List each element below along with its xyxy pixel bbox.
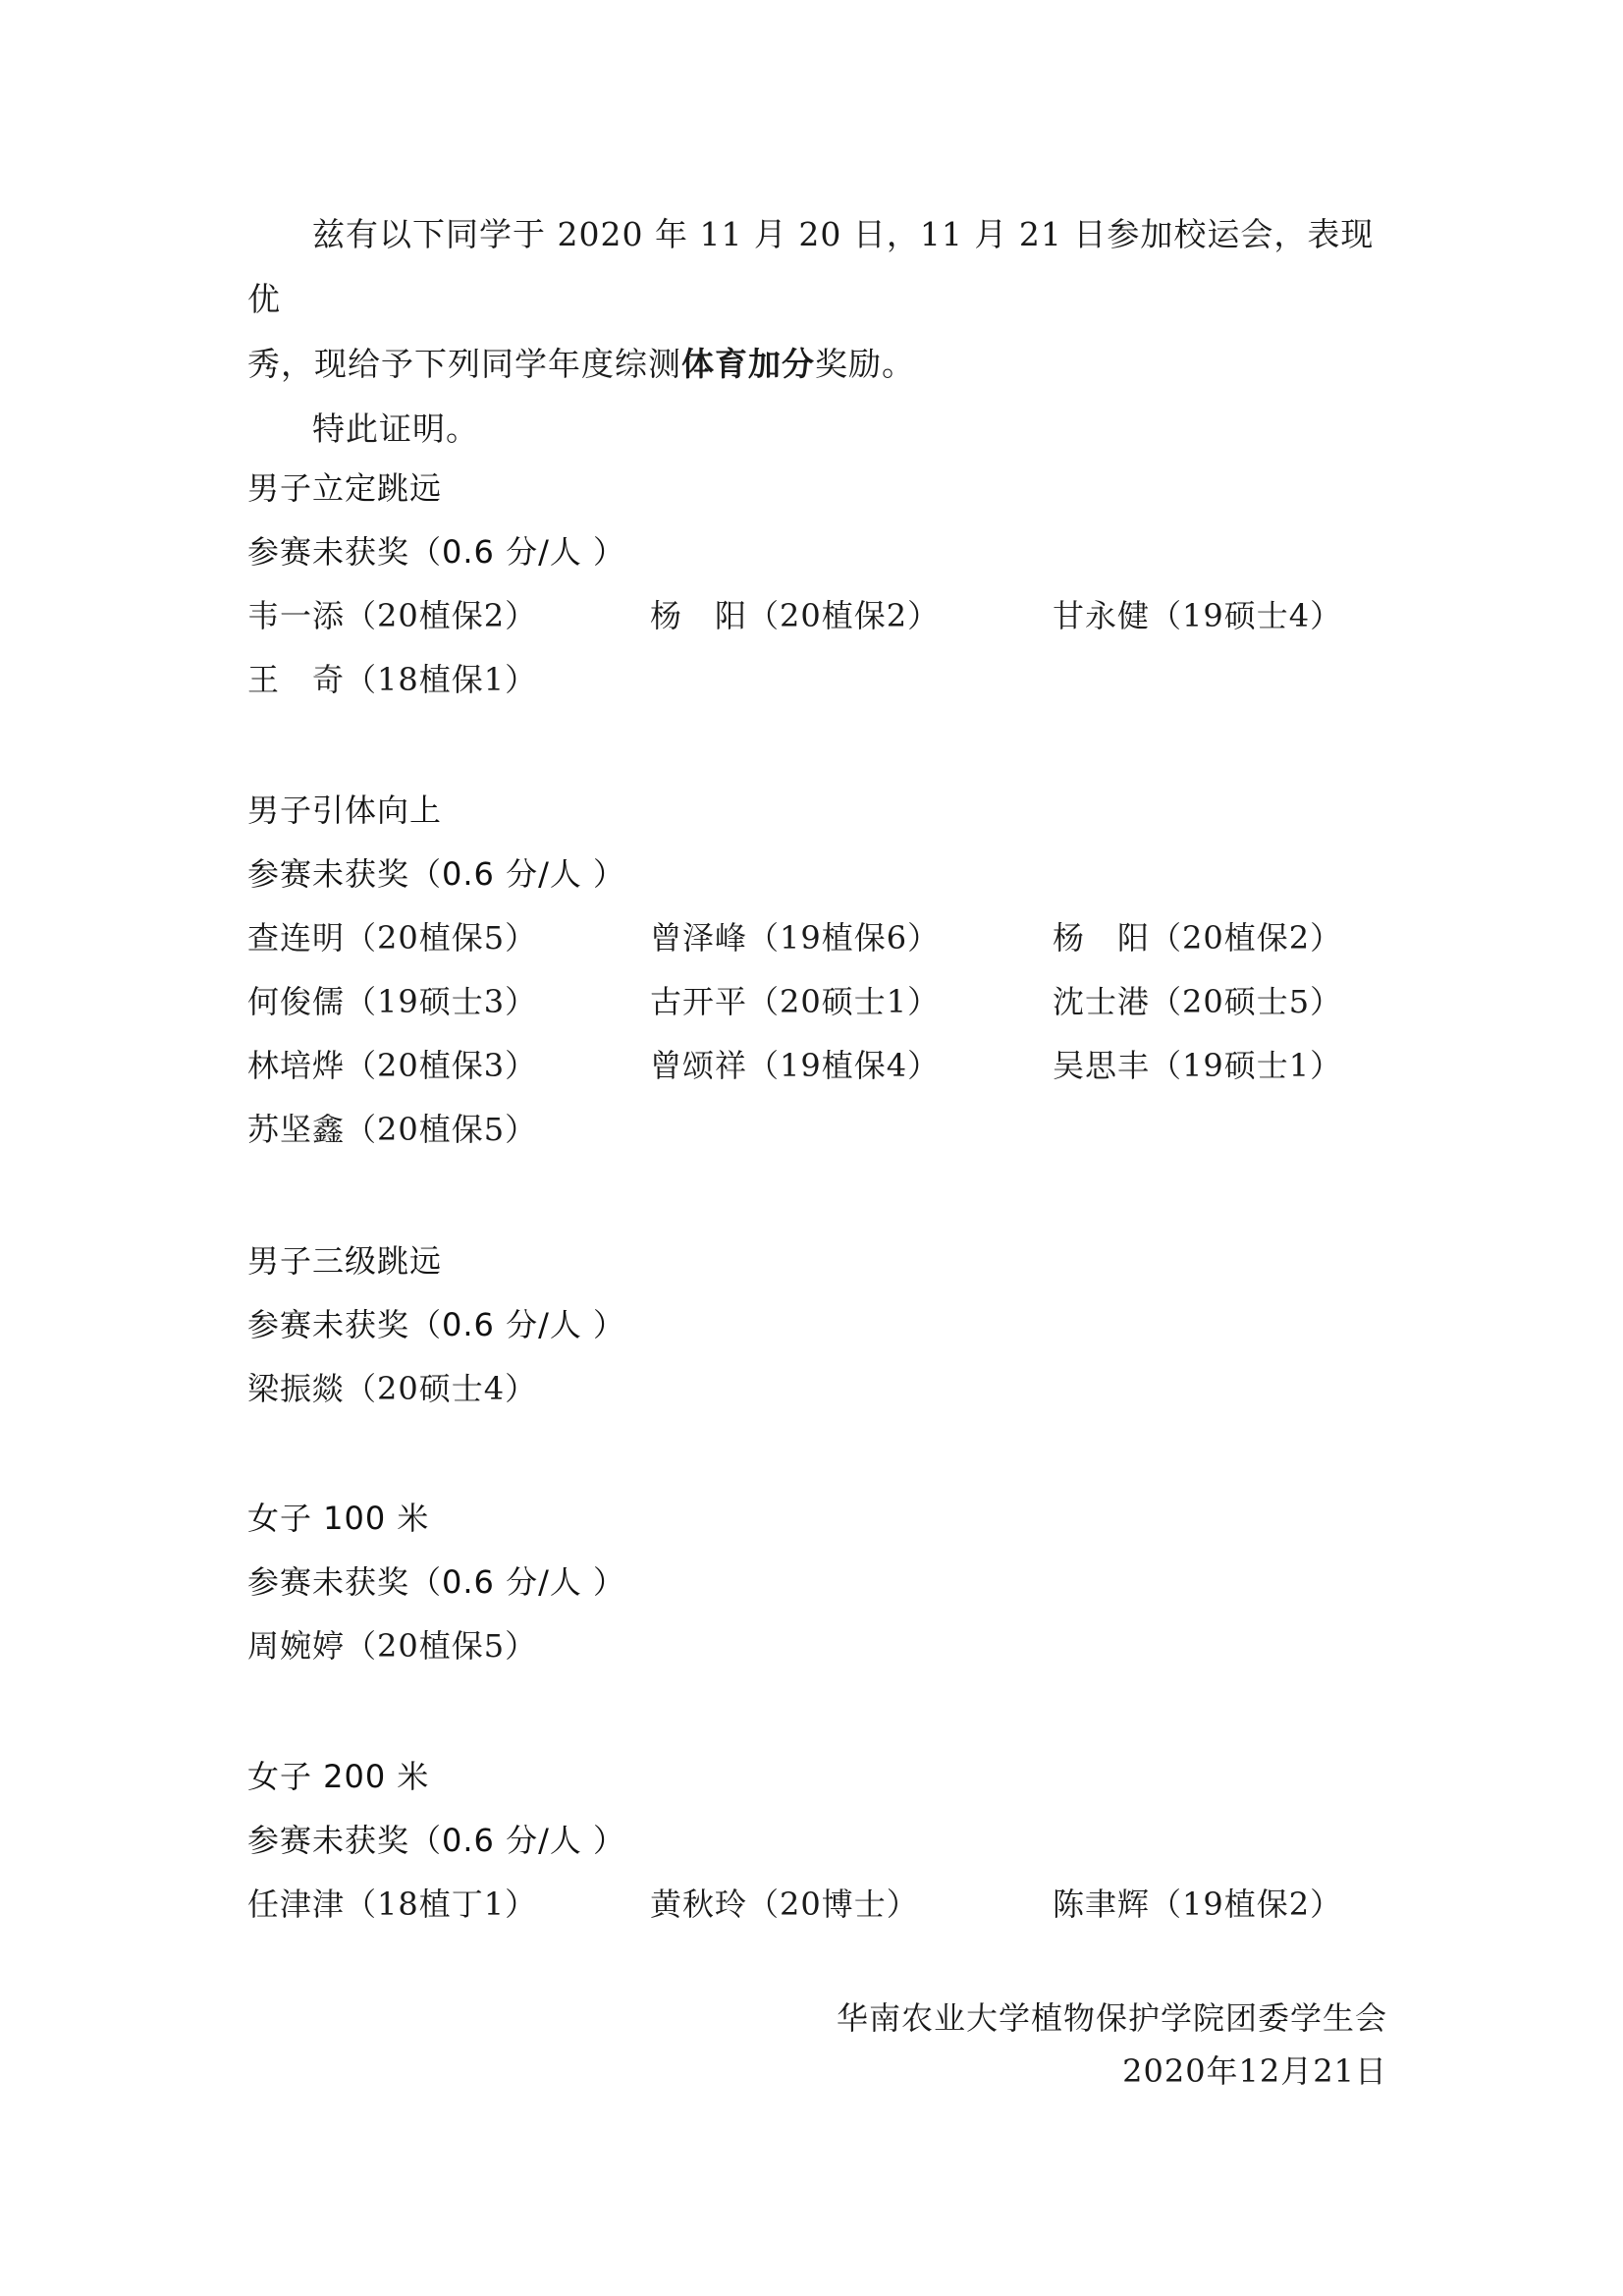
award-category: 参赛未获奖（0.6 分/人 ） (247, 1306, 626, 1343)
intro-paragraph (247, 202, 1386, 462)
participant: 吴思丰（19硕士1） (1053, 1047, 1343, 1084)
event-section-pull-up (247, 792, 1386, 1175)
participant: 王 奇（18植保1） (247, 661, 538, 698)
participant: 杨 阳（20植保2） (1053, 919, 1343, 957)
event-section-women-100m (247, 1500, 1386, 1691)
participant: 甘永健（19硕士4） (1053, 597, 1343, 634)
participant: 任津津（18植丁1） (247, 1886, 538, 1923)
event-title: 男子三级跳远 (247, 1242, 443, 1280)
participant: 沈士港（20硕士5） (1053, 983, 1343, 1020)
intro-line-2 (247, 332, 1386, 397)
intro-bold-phrase: 体育加分 (681, 345, 815, 383)
intro-line-2-pre: 秀，现给予下列同学年度综测 (247, 345, 681, 383)
event-section-triple-jump (247, 1242, 1386, 1434)
award-category: 参赛未获奖（0.6 分/人 ） (247, 855, 626, 893)
participant: 曾泽峰（19植保6） (650, 919, 941, 957)
event-title: 男子立定跳远 (247, 469, 443, 507)
participant-list (247, 597, 1386, 725)
event-title: 女子 100 米 (247, 1500, 430, 1537)
intro-line-1: 兹有以下同学于 2020 年 11 月 20 日，11 月 21 日参加校运会，表现优 (247, 215, 1375, 318)
participant-list (247, 1627, 1386, 1691)
award-category: 参赛未获奖（0.6 分/人 ） (247, 1563, 626, 1601)
intro-line-3: 特此证明。 (312, 410, 479, 448)
participant-list (247, 919, 1386, 1175)
participant: 何俊儒（19硕士3） (247, 983, 538, 1020)
issue-date: 2020年12月21日 (1122, 2052, 1387, 2090)
award-category: 参赛未获奖（0.6 分/人 ） (247, 533, 626, 571)
intro-line-2-post: 奖励。 (815, 345, 915, 383)
participant: 曾颂祥（19植保4） (650, 1047, 941, 1084)
event-section-women-200m (247, 1758, 1386, 1949)
participant: 周婉婷（20植保5） (247, 1627, 538, 1665)
participant: 黄秋玲（20博士） (650, 1886, 919, 1923)
award-category: 参赛未获奖（0.6 分/人 ） (247, 1822, 626, 1859)
signature-block (837, 1992, 1387, 2098)
participant: 韦一添（20植保2） (247, 597, 538, 634)
participant: 古开平（20硕士1） (650, 983, 941, 1020)
participant: 杨 阳（20植保2） (650, 597, 941, 634)
participant: 查连明（20植保5） (247, 919, 538, 957)
event-section-standing-long-jump (247, 469, 1386, 725)
issuing-organization: 华南农业大学植物保护学院团委学生会 (836, 1999, 1387, 2037)
event-title: 男子引体向上 (247, 792, 443, 829)
participant: 陈聿辉（19植保2） (1053, 1886, 1343, 1923)
participant: 林培烨（20植保3） (247, 1047, 538, 1084)
participant: 梁振燚（20硕士4） (247, 1370, 538, 1407)
participant-list (247, 1370, 1386, 1434)
participant: 苏坚鑫（20植保5） (247, 1111, 538, 1148)
participant-list (247, 1886, 1386, 1949)
event-title: 女子 200 米 (247, 1758, 430, 1795)
